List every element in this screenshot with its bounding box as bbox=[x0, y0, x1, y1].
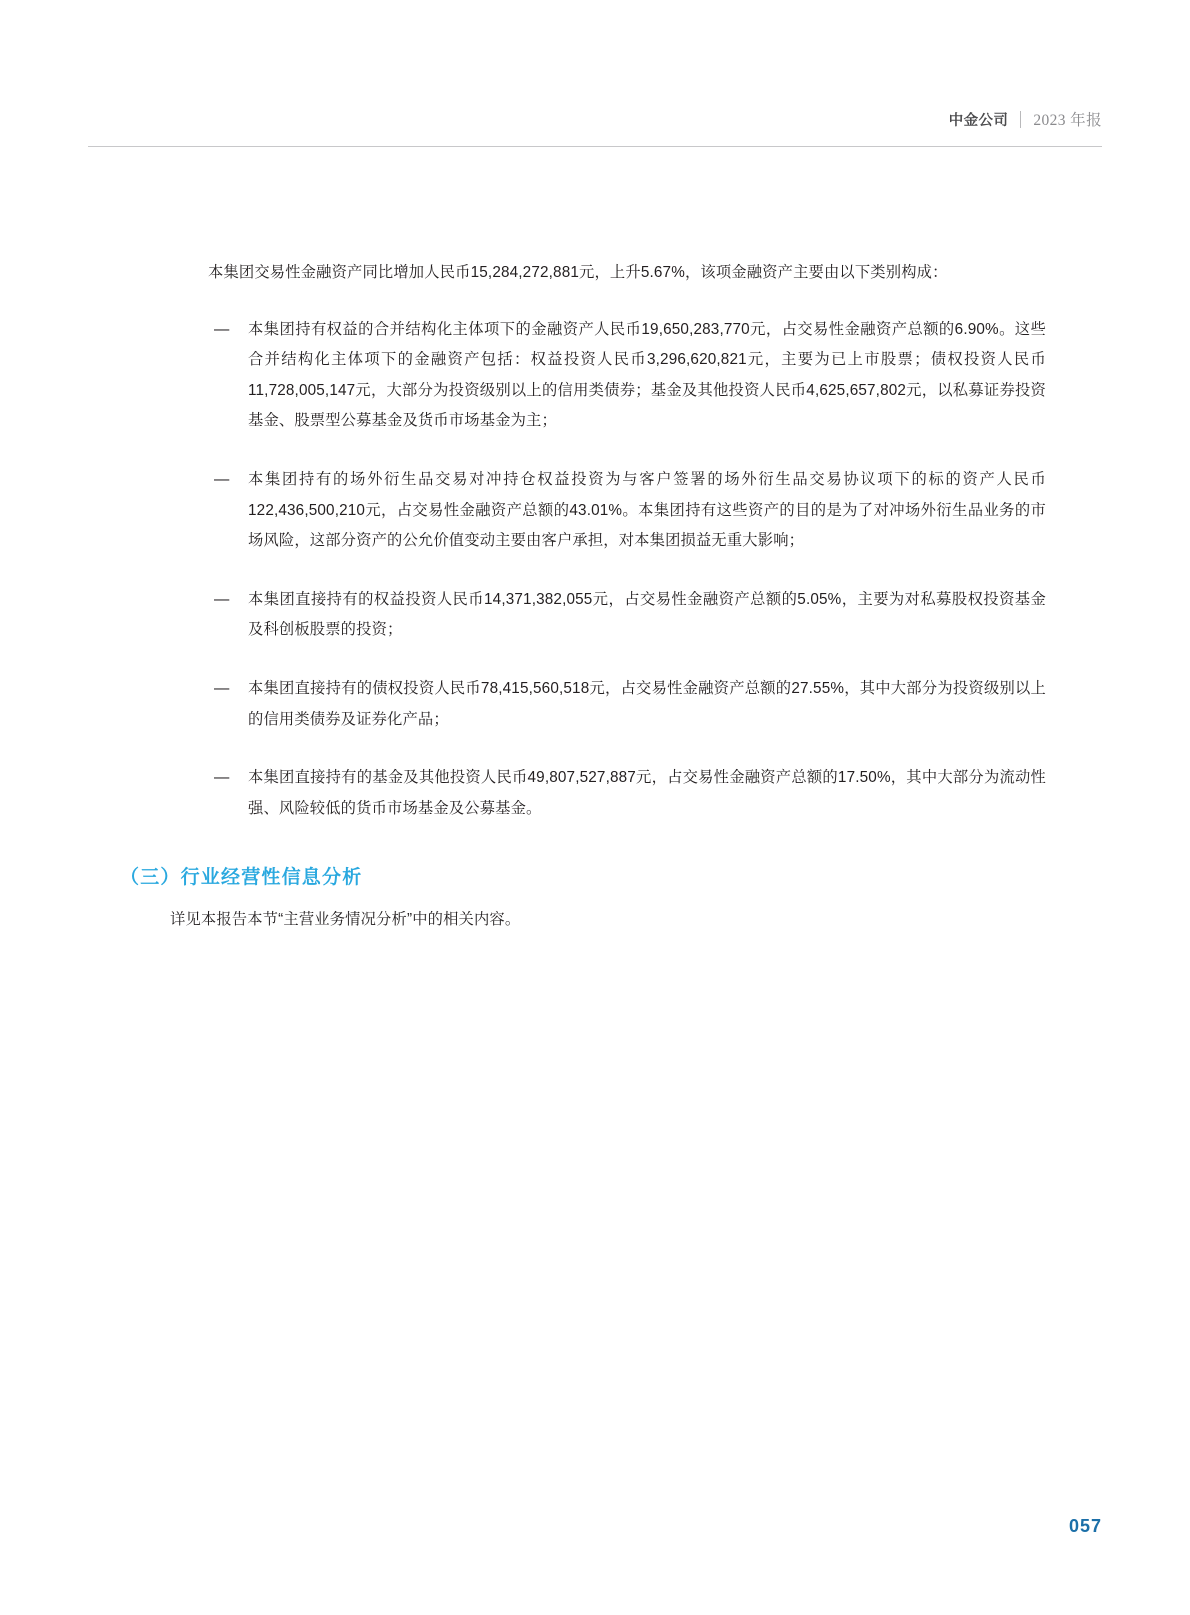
header-company-name: 中金公司 bbox=[948, 113, 1009, 129]
dash-marker-icon: — bbox=[214, 679, 230, 697]
page-content bbox=[208, 258, 1046, 824]
list-item bbox=[208, 315, 1046, 437]
dash-marker-icon: — bbox=[214, 769, 230, 787]
intro-paragraph: 本集团交易性金融资产同比增加人民币15,284,272,881元，上升5.67%，该项金融资产主要由以下类别构成： bbox=[208, 264, 948, 281]
list-item bbox=[208, 465, 1046, 557]
header-report-label: 2023 年报 bbox=[1033, 112, 1102, 129]
section-heading: （三）行业经营性信息分析 bbox=[120, 867, 363, 888]
dash-marker-icon: — bbox=[214, 470, 230, 488]
header-rule bbox=[88, 146, 1102, 147]
page-number: 057 bbox=[1068, 1516, 1102, 1536]
list-item-text: 本集团直接持有的权益投资人民币14,371,382,055元，占交易性金融资产总额的5.05%，主要为对私募股权投资基金及科创板股票的投资； bbox=[248, 590, 1046, 639]
header-divider bbox=[1020, 111, 1021, 128]
dash-marker-icon: — bbox=[214, 320, 230, 338]
page-header bbox=[88, 108, 1102, 146]
list-item bbox=[208, 763, 1046, 824]
header-inner bbox=[949, 108, 1102, 130]
list-item-text: 本集团持有的场外衍生品交易对冲持仓权益投资为与客户签署的场外衍生品交易协议项下的标的资产人民币122,436,500,210元，占交易性金融资产总额的43.01%。本集团持有这些资产的目的是为了对冲场外衍生品业务的市场风险，这部分资产的公允价值变动主要由客户承担，对本集团损益无重大影响； bbox=[248, 470, 1046, 550]
bullet-list bbox=[208, 315, 1046, 825]
section-body-text: 详见本报告本节“主营业务情况分析”中的相关内容。 bbox=[170, 911, 521, 928]
list-item bbox=[208, 585, 1046, 646]
dash-marker-icon: — bbox=[214, 590, 230, 608]
list-item-text: 本集团直接持有的基金及其他投资人民币49,807,527,887元，占交易性金融资产总额的17.50%，其中大部分为流动性强、风险较低的货币市场基金及公募基金。 bbox=[248, 769, 1046, 817]
list-item-text: 本集团直接持有的债权投资人民币78,415,560,518元，占交易性金融资产总额的27.55%，其中大部分为投资级别以上的信用类债券及证券化产品； bbox=[248, 679, 1046, 728]
list-item-text: 本集团持有权益的合并结构化主体项下的金融资产人民币19,650,283,770元，占交易性金融资产总额的6.90%。这些合并结构化主体项下的金融资产包括：权益投资人民币3,296,620,821元，主要为已上市股票；债权投资人民币11,728,005,147元，大部分为投资级别以上的信用类债券；基金及其他投资人民币4,625,657,802元，以私募证券投资基金、股票型公募基金及货币市场基金为主； bbox=[248, 320, 1046, 430]
list-item bbox=[208, 674, 1046, 735]
